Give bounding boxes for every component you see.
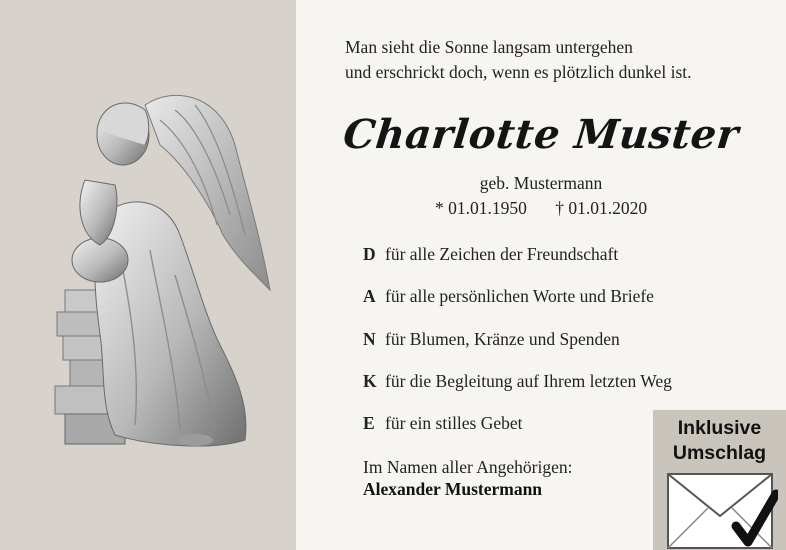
life-dates <box>296 198 786 219</box>
thanks-item <box>363 329 763 371</box>
thanks-letter: D <box>363 244 376 264</box>
thanks-text: für alle Zeichen der Freundschaft <box>385 244 619 264</box>
quote-line-2: und erschrickt doch, wenn es plötzlich dunkel ist. <box>345 62 692 82</box>
signature-intro: Im Namen aller Angehörigen: <box>363 457 573 477</box>
badge-line-1: Inklusive <box>677 417 762 439</box>
badge-label <box>653 416 786 466</box>
thanks-item <box>363 244 763 286</box>
left-image-panel <box>0 0 296 550</box>
angel-statue-image <box>45 85 275 455</box>
thanks-text: für die Begleitung auf Ihrem letzten Weg <box>385 370 672 391</box>
signature-name: Alexander Mustermann <box>363 479 543 499</box>
envelope-included-badge <box>653 410 786 550</box>
death-date: † 01.01.2020 <box>555 198 648 218</box>
birth-date: * 01.01.1950 <box>434 198 527 218</box>
badge-line-2: Umschlag <box>672 442 767 464</box>
thanks-letter: A <box>363 286 376 307</box>
thanks-letter: E <box>363 413 375 434</box>
thanks-item <box>363 371 763 413</box>
thanks-text: für Blumen, Kränze und Spenden <box>385 328 620 349</box>
thanks-text: für alle persönlichen Worte und Briefe <box>385 286 654 307</box>
thanks-letter: K <box>363 370 377 391</box>
envelope-check-icon <box>666 472 778 550</box>
deceased-name: Charlotte Muster <box>341 111 741 158</box>
thanks-letter: N <box>363 328 376 349</box>
quote-line-1: Man sieht die Sonne langsam untergehen <box>345 37 633 57</box>
birth-name: geb. Mustermann <box>479 173 603 193</box>
thanks-text: für ein stilles Gebet <box>385 413 523 434</box>
quote <box>345 35 775 85</box>
thanks-item <box>363 286 763 328</box>
